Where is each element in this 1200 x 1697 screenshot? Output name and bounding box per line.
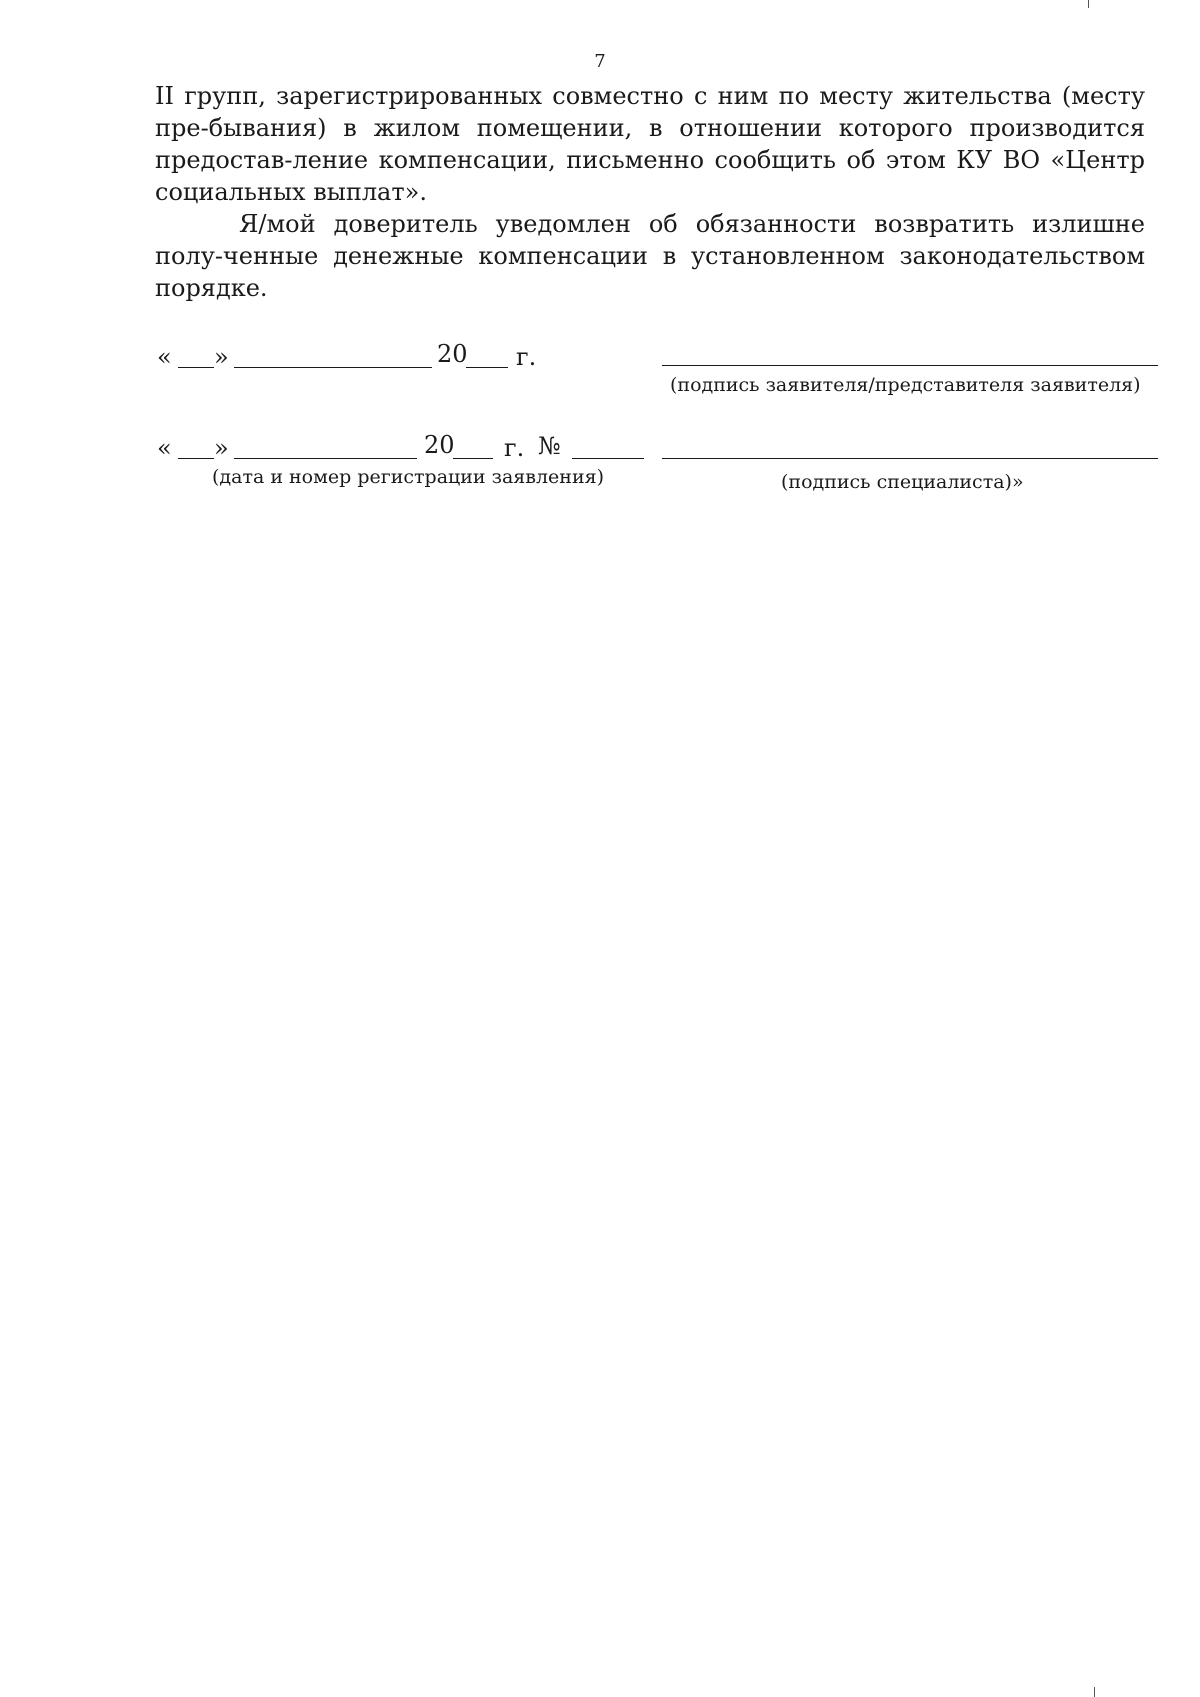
year-blank-line — [466, 367, 508, 368]
specialist-signature-caption: (подпись специалиста)» — [781, 471, 1024, 493]
paragraph-notice: Я/мой доверитель уведомлен об обязанности возвратить излишне полу-ченные денежные компенсации в установленном законодательством порядке. — [155, 210, 1145, 302]
date-open-quote: « — [157, 343, 172, 371]
reg-day-blank-line — [178, 458, 214, 459]
date-close-quote: » — [214, 343, 229, 371]
page-number: 7 — [594, 51, 606, 72]
day-blank-line — [178, 367, 214, 368]
year-suffix: г. — [516, 343, 537, 371]
scan-edge-mark-top — [1088, 0, 1089, 8]
reg-date-close-quote: » — [214, 434, 229, 462]
specialist-signature-line — [662, 458, 1158, 459]
reg-month-blank-line — [234, 458, 417, 459]
reg-year-prefix: 20 — [424, 431, 455, 459]
reg-year-blank-line — [453, 458, 493, 459]
paragraph-continued: II групп, зарегистрированных совместно с ним по месту жительства (месту пре-бывания) в жилом помещении, в отношении которого производится предостав-ление компенсации, письменно сообщить об этом КУ ВО «Центр социальных выплат». — [155, 82, 1145, 206]
reg-date-open-quote: « — [157, 434, 172, 462]
reg-year-suffix: г. — [504, 434, 525, 462]
body-text — [155, 80, 1145, 304]
year-prefix: 20 — [437, 340, 468, 368]
registration-caption: (дата и номер регистрации заявления) — [212, 466, 605, 488]
applicant-signature-caption: (подпись заявителя/представителя заявителя) — [670, 374, 1141, 396]
scan-edge-mark-bottom — [1094, 1687, 1095, 1697]
number-sign: № — [538, 432, 561, 460]
reg-number-blank-line — [572, 458, 644, 459]
applicant-signature-line — [662, 365, 1158, 366]
month-blank-line — [234, 367, 432, 368]
